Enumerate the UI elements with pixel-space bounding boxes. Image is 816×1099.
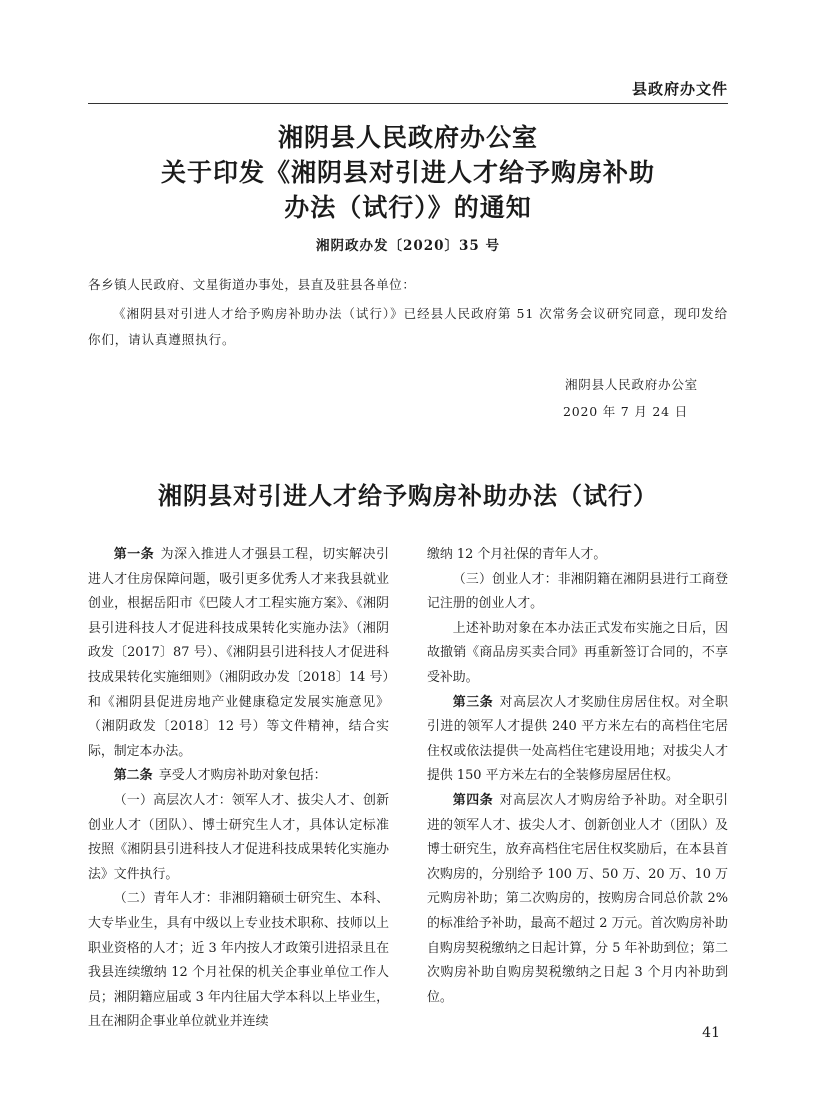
article-heading: 第一条	[113, 547, 155, 562]
paragraph	[88, 764, 389, 789]
right-column	[427, 543, 728, 1010]
signature-date: 2020 年 7 月 24 日	[562, 404, 688, 419]
paragraph-text: 缴纳 12 个月社保的青年人才。	[427, 547, 607, 562]
paragraph	[88, 543, 389, 764]
paragraph	[427, 543, 728, 568]
paragraph	[88, 887, 389, 1035]
left-column	[88, 543, 389, 1035]
paragraph	[427, 789, 728, 1010]
notice-title-line: 关于印发《湘阴县对引进人才给予购房补助	[160, 158, 655, 187]
paragraph-text: （二）青年人才：非湘阴籍硕士研究生、本科、大专毕业生，具有中级以上专业技术职称、技师以上职业资格的人才；近 3 年内按人才政策引进招录且在我县连续缴纳 12 个月社保的机关企事业单位工作人员；湘阴籍应届或 3 年内往届大学本科以上毕业生，且在湘阴企事业单位就业并连续	[88, 891, 389, 1030]
paragraph-text: （三）创业人才：非湘阴籍在湘阴县进行工商登记注册的创业人才。	[427, 571, 728, 612]
paragraph-text: （一）高层次人才：领军人才、拔尖人才、创新创业人才（团队）、博士研究生人才，具体认定标准按照《湘阴县引进科技人才促进科技成果转化实施办法》文件执行。	[88, 792, 389, 882]
measures-title: 湘阴县对引进人才给予购房补助办法（试行）	[158, 481, 658, 510]
paragraph	[88, 789, 389, 887]
page-number: 41	[702, 1025, 720, 1041]
notice-title-line: 办法（试行）》的通知	[284, 193, 532, 222]
paragraph-text: 享受人才购房补助对象包括：	[158, 768, 327, 784]
paragraph-text: 对高层次人才购房给予补助。对全职引进的领军人才、拔尖人才、创新创业人才（团队）及博士研究生，放弃高档住宅居住权奖励后，在本县首次购房的，分别给予 100 万、50 万、20 万、10 万元购房补助；第二次购房的，按购房合同总价款 2% 的标准给予补助，最高不超过 2 万元。首次购房补助自购房契税缴纳之日起计算，分 5 年补助到位；第二次购房补助自购房契税缴纳之日起 3 个月内补助到位。	[427, 792, 729, 1005]
notice-title	[88, 120, 728, 225]
paragraph-text: 为深入推进人才强县工程，切实解决引进人才住房保障问题，吸引更多优秀人才来我县就业创业，根据岳阳市《巴陵人才工程实施方案》、《湘阴县引进科技人才促进科技成果转化实施办法》（湘阴政发〔2017〕87 号）、《湘阴县引进科技人才促进科技成果转化实施细则》（湘阴政办发〔2018〕14 号）和《湘阴县促进房地产业健康稳定发展实施意见》（湘阴政发〔2018〕12 号）等文件精神，结合实际，制定本办法。	[88, 547, 390, 759]
notice-body: 《湘阴县对引进人才给予购房补助办法（试行）》已经县人民政府第 51 次常务会议研究同意，现印发给你们，请认真遵照执行。	[88, 306, 728, 347]
document-number: 湘阴政办发〔2020〕35 号	[315, 238, 501, 254]
article-heading: 第三条	[452, 694, 494, 710]
signature-organization: 湘阴县人民政府办公室	[564, 377, 698, 392]
article-heading: 第二条	[113, 768, 153, 784]
paragraph	[427, 691, 728, 789]
paragraph	[427, 617, 728, 691]
header-divider	[88, 103, 728, 104]
notice-title-line: 湘阴县人民政府办公室	[277, 123, 538, 152]
paragraph-text: 对高层次人才奖励住房居住权。对全职引进的领军人才提供 240 平方米左右的高档住宅居住权或依法提供一处高档住宅建设用地；对拔尖人才提供 150 平方米左右的全装修房屋居住权。	[427, 694, 729, 784]
paragraph	[427, 568, 728, 617]
paragraph-text: 上述补助对象在本办法正式发布实施之日后，因故撤销《商品房买卖合同》再重新签订合同的，不享受补助。	[427, 620, 728, 685]
section-label: 县政府办文件	[631, 80, 728, 98]
addressee: 各乡镇人民政府、文星街道办事处，县直及驻县各单位：	[88, 277, 416, 292]
article-heading: 第四条	[452, 792, 494, 808]
